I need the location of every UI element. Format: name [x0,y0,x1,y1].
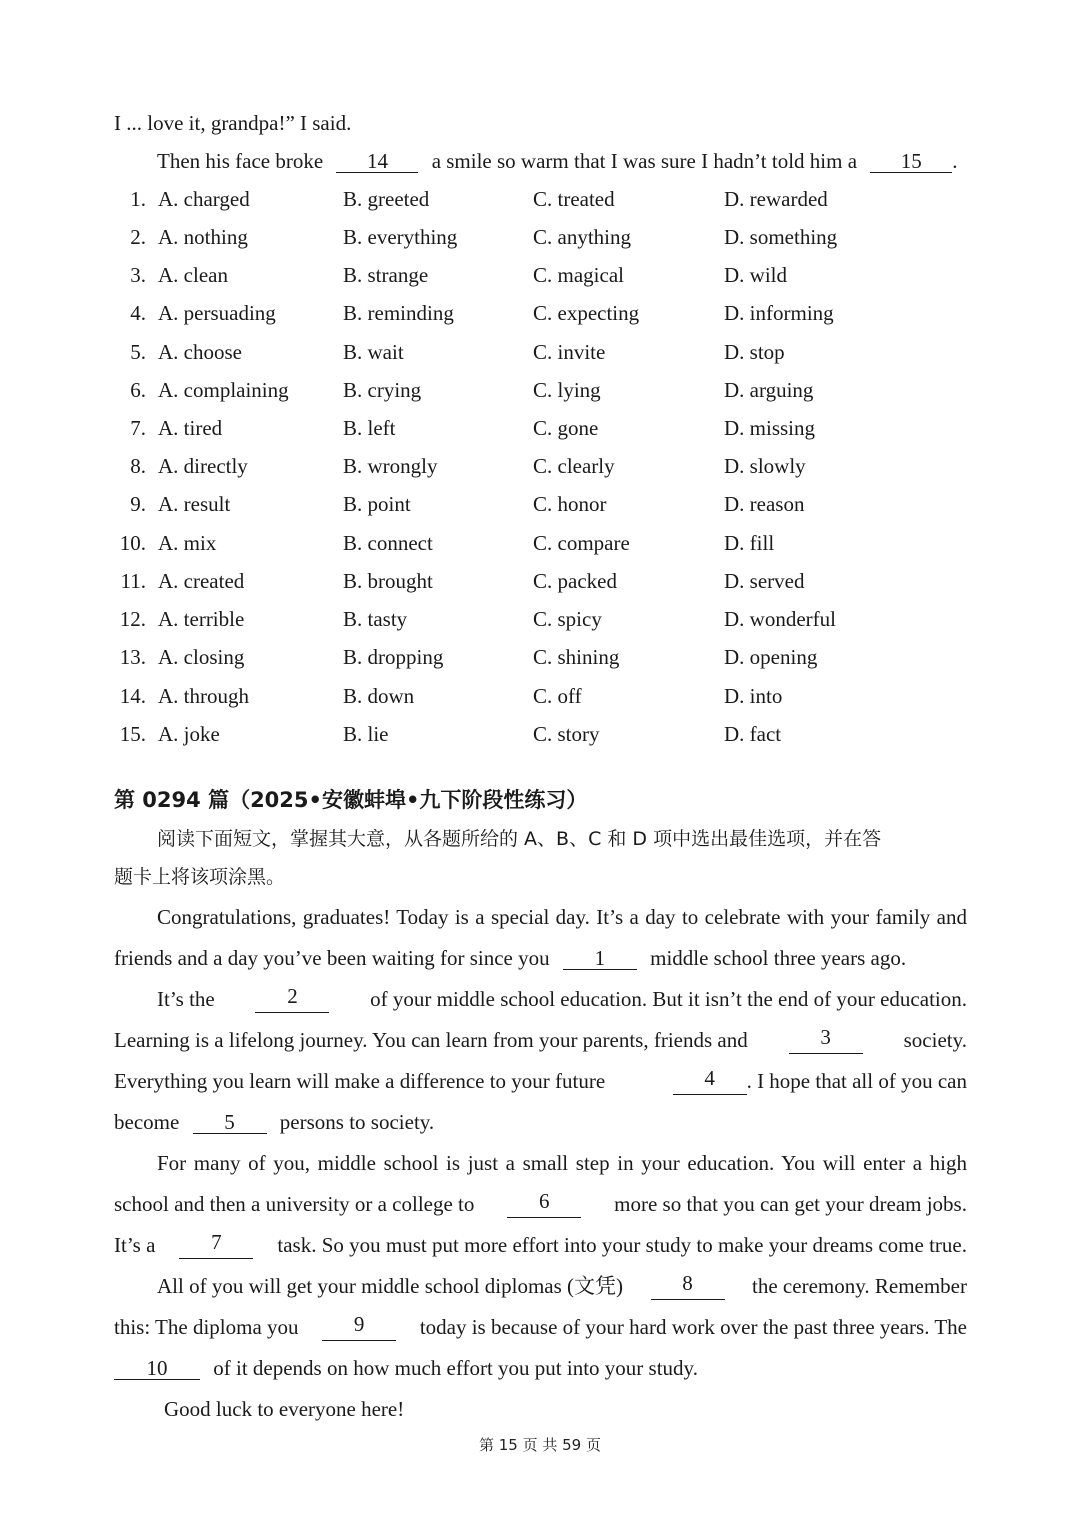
option-b: B. reminding [343,301,454,325]
blank-2: 2 [255,985,329,1013]
blank-9: 9 [322,1313,396,1341]
option-a: A. created [158,569,245,593]
intro-line-2: Then his face broke 14 a smile so warm that I was sure I hadn’t told him a 15 . [157,149,958,173]
option-c: C. off [533,684,582,708]
question-number: 2. [130,225,146,249]
question-number: 7. [130,416,146,440]
option-d: D. served [724,569,805,593]
option-a: A. directly [158,454,248,478]
option-d: D. informing [724,301,834,325]
option-row [114,490,967,518]
option-a: A. complaining [158,378,289,402]
blank-4: 4 [673,1067,747,1095]
blank-14: 14 [336,150,418,173]
option-c: C. gone [533,416,599,440]
option-a: A. choose [158,340,242,364]
option-c: C. anything [533,225,631,249]
option-a: A. clean [158,263,228,287]
passage-closing: Good luck to everyone here! [164,1397,405,1421]
option-b: B. dropping [343,645,444,669]
option-row [114,605,967,633]
option-d: D. arguing [724,378,814,402]
intro-line-1: I ... love it, grandpa!” I said. [114,111,352,135]
option-a: A. through [158,684,249,708]
option-d: D. wonderful [724,607,836,631]
option-b: B. connect [343,531,433,555]
option-b: B. point [343,492,411,516]
option-c: C. compare [533,531,630,555]
question-number: 8. [130,454,146,478]
option-row [114,452,967,480]
question-number: 14. [119,684,146,708]
option-a: A. tired [158,416,223,440]
option-row [114,376,967,404]
section-heading: 第 0294 篇（2025•安徽蚌埠•九下阶段性练习） [114,788,588,812]
passage-p3-line-3: It’s a 7 task. So you must put more effort into your study to make your dreams come true. [114,1230,967,1257]
option-c: C. magical [533,263,624,287]
blank-15: 15 [870,150,952,173]
option-d: D. fill [724,531,775,555]
option-a: A. persuading [158,301,276,325]
option-d: D. rewarded [724,187,828,211]
option-a: A. charged [158,187,250,211]
option-row [114,567,967,595]
blank-5: 5 [193,1111,267,1134]
passage-p2-line-1: It’s the 2 of your middle school education. But it isn’t the end of your education. [157,984,967,1011]
instruction-line-1: 阅读下面短文，掌握其大意，从各题所给的 A、B、C 和 D 项中选出最佳选项，并在答 [157,828,882,850]
option-row [114,299,967,327]
option-c: C. expecting [533,301,640,325]
option-b: B. lie [343,722,389,746]
option-row [114,338,967,366]
blank-3: 3 [789,1026,863,1054]
passage-p4-line-2: this: The diploma you 9 today is because of your hard work over the past three years. The [114,1312,967,1339]
blank-8: 8 [651,1272,725,1300]
passage-p3-line-2: school and then a university or a college to 6 more so that you can get your dream jobs. [114,1189,967,1216]
option-a: A. mix [158,531,217,555]
option-row [114,720,967,748]
blank-10: 10 [114,1357,200,1380]
option-b: B. down [343,684,415,708]
option-d: D. into [724,684,783,708]
passage-p2-line-2: Learning is a lifelong journey. You can learn from your parents, friends and 3 society. [114,1025,967,1052]
option-d: D. opening [724,645,818,669]
option-a: A. result [158,492,231,516]
passage-p4-line-3: 10 of it depends on how much effort you put into your study. [114,1354,967,1382]
option-row [114,223,967,251]
question-number: 10. [119,531,146,555]
option-d: D. slowly [724,454,806,478]
question-number: 6. [130,378,146,402]
option-d: D. reason [724,492,805,516]
option-b: B. wrongly [343,454,438,478]
passage-p1-line-2: friends and a day you’ve been waiting for since you 1 middle school three years ago. [114,946,907,970]
question-number: 12. [119,607,146,631]
option-c: C. invite [533,340,606,364]
option-row [114,261,967,289]
option-b: B. crying [343,378,422,402]
option-d: D. missing [724,416,816,440]
option-c: C. treated [533,187,615,211]
option-b: B. wait [343,340,404,364]
option-a: A. terrible [158,607,245,631]
question-number: 4. [130,301,146,325]
option-row [114,682,967,710]
option-c: C. honor [533,492,607,516]
instruction-line-2: 题卡上将该项涂黑。 [114,866,286,888]
passage-p1-line-1: Congratulations, graduates! Today is a special day. It’s a day to celebrate with your family and [157,905,967,929]
option-b: B. greeted [343,187,430,211]
option-c: C. lying [533,378,601,402]
option-row [114,643,967,671]
option-d: D. wild [724,263,787,287]
option-a: A. joke [158,722,220,746]
question-number: 5. [130,340,146,364]
passage-p3-line-1: For many of you, middle school is just a small step in your education. You will enter a high [157,1151,967,1175]
question-number: 15. [119,722,146,746]
option-c: C. packed [533,569,617,593]
option-c: C. spicy [533,607,602,631]
option-d: D. fact [724,722,782,746]
passage-p2-line-3: Everything you learn will make a difference to your future 4 . I hope that all of you can [114,1066,967,1093]
blank-7: 7 [179,1231,253,1259]
option-d: D. something [724,225,838,249]
option-b: B. strange [343,263,429,287]
question-number: 1. [130,187,146,211]
question-number: 13. [119,645,146,669]
option-a: A. nothing [158,225,248,249]
option-b: B. left [343,416,396,440]
question-number: 11. [120,569,146,593]
option-b: B. brought [343,569,433,593]
option-row [114,529,967,557]
passage-p2-line-4: become 5 persons to society. [114,1110,435,1134]
blank-1: 1 [563,947,637,970]
question-number: 3. [130,263,146,287]
option-row [114,185,967,213]
option-c: C. clearly [533,454,615,478]
option-b: B. everything [343,225,458,249]
option-c: C. story [533,722,600,746]
option-d: D. stop [724,340,785,364]
option-c: C. shining [533,645,620,669]
option-b: B. tasty [343,607,408,631]
passage-p4-line-1: All of you will get your middle school diplomas (文凭) 8 the ceremony. Remember [157,1271,967,1298]
page-footer: 第 15 页 共 59 页 [478,1436,601,1454]
option-row [114,414,967,442]
question-number: 9. [130,492,146,516]
blank-6: 6 [507,1190,581,1218]
option-a: A. closing [158,645,245,669]
